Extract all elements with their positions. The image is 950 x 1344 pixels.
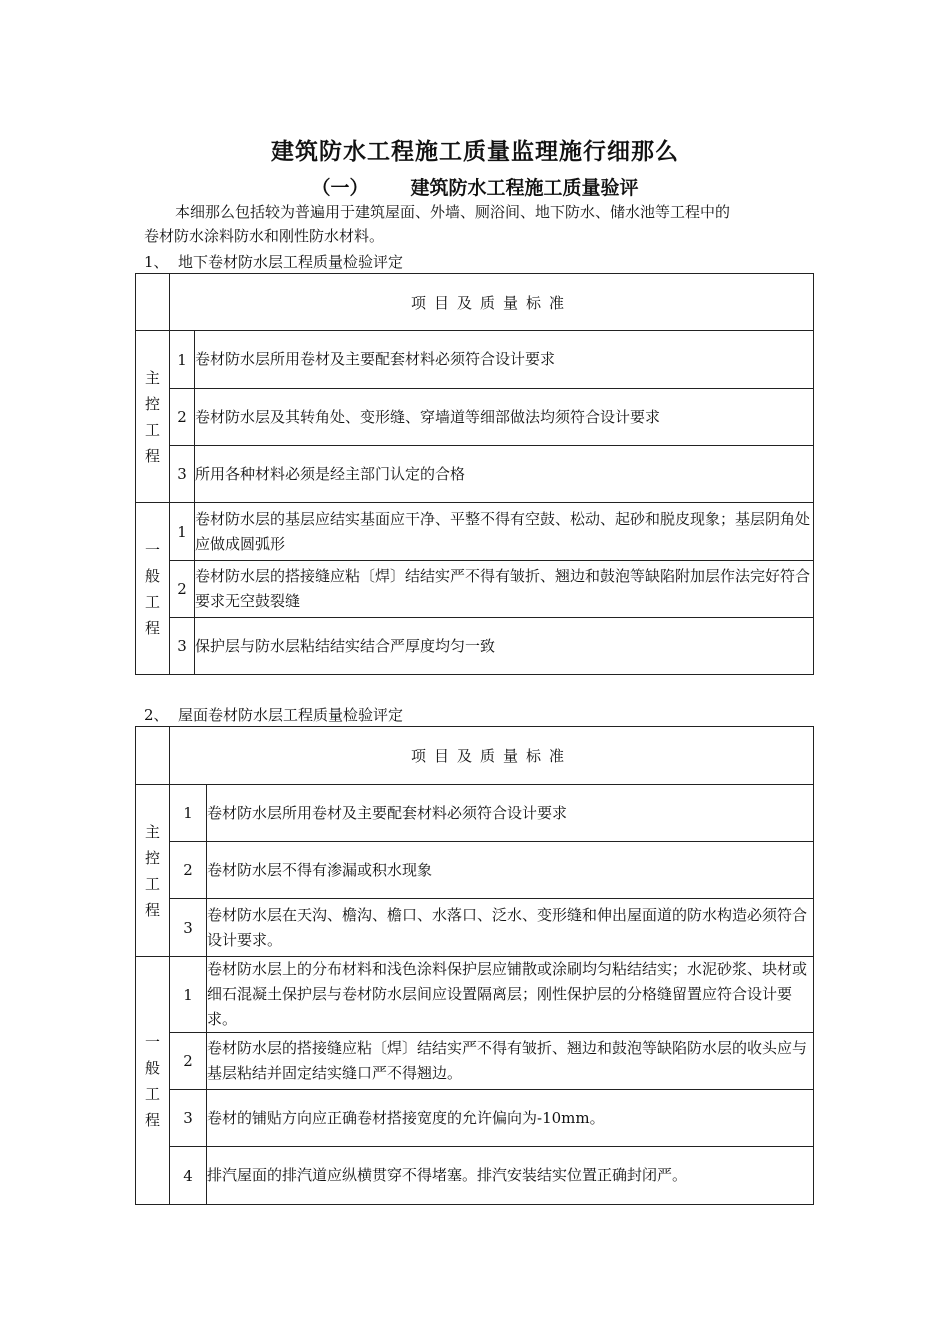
section-2-table xyxy=(135,726,814,1205)
item-text: 卷材防水层及其转角处、变形缝、穿墙道等细部做法均须符合设计要求 xyxy=(195,389,814,446)
subtitle-number: （一） xyxy=(311,177,369,199)
item-number: 2 xyxy=(170,1033,207,1090)
item-number: 4 xyxy=(170,1147,207,1205)
table-row xyxy=(136,618,814,675)
item-number: 2 xyxy=(170,561,195,618)
table-row xyxy=(136,446,814,503)
table-row xyxy=(136,957,814,1033)
item-text: 排汽屋面的排汽道应纵横贯穿不得堵塞。排汽安装结实位置正确封闭严。 xyxy=(207,1147,814,1205)
header-blank-cell xyxy=(136,274,170,331)
main-control-label: 主 控 工 程 xyxy=(136,785,170,957)
item-text: 卷材防水层所用卷材及主要配套材料必须符合设计要求 xyxy=(207,785,814,842)
table-row xyxy=(136,1033,814,1090)
item-number: 2 xyxy=(170,389,195,446)
table-header-row xyxy=(136,727,814,785)
table-row xyxy=(136,899,814,957)
item-number: 3 xyxy=(170,899,207,957)
document-title: 建筑防水工程施工质量监理施行细那么 xyxy=(271,138,679,165)
item-number: 1 xyxy=(170,331,195,389)
table-row xyxy=(136,331,814,389)
table-row xyxy=(136,1147,814,1205)
intro-paragraph xyxy=(144,200,814,248)
item-number: 3 xyxy=(170,1090,207,1147)
item-text: 卷材防水层的基层应结实基面应干净、平整不得有空鼓、松动、起砂和脱皮现象；基层阴角处应做成圆弧形 xyxy=(195,503,814,561)
item-text: 卷材防水层在天沟、檐沟、檐口、水落口、泛水、变形缝和伸出屋面道的防水构造必须符合设计要求。 xyxy=(207,899,814,957)
table-row xyxy=(136,503,814,561)
item-number: 1 xyxy=(170,503,195,561)
item-text: 卷材防水层上的分布材料和浅色涂料保护层应铺散或涂刷均匀粘结结实；水泥砂浆、块材或细石混凝土保护层与卷材防水层间应设置隔离层；刚性保护层的分格缝留置应符合设计要求。 xyxy=(207,957,814,1033)
section-2-index: 2、 xyxy=(144,706,169,724)
table-row xyxy=(136,1090,814,1147)
table-header: 项目及质量标准 xyxy=(170,274,814,331)
subtitle-text: 建筑防水工程施工质量验评 xyxy=(410,177,639,199)
general-item-label: 一 般 工 程 xyxy=(136,503,170,675)
table-row xyxy=(136,389,814,446)
item-text: 卷材防水层的搭接缝应粘〔焊〕结结实严不得有皱折、翘边和鼓泡等缺陷防水层的收头应与基层粘结并固定结实缝口严不得翘边。 xyxy=(207,1033,814,1090)
item-text: 保护层与防水层粘结结实结合严厚度均匀一致 xyxy=(195,618,814,675)
item-number: 3 xyxy=(170,446,195,503)
header-blank-cell xyxy=(136,727,170,785)
intro-line-1: 本细那么包括较为普遍用于建筑屋面、外墙、厕浴间、地下防水、储水池等工程中的 xyxy=(175,203,731,221)
main-control-label: 主 控 工 程 xyxy=(136,331,170,503)
item-text: 卷材防水层的搭接缝应粘〔焊〕结结实严不得有皱折、翘边和鼓泡等缺陷附加层作法完好符合要求无空鼓裂缝 xyxy=(195,561,814,618)
table-header: 项目及质量标准 xyxy=(170,727,814,785)
item-text: 卷材防水层所用卷材及主要配套材料必须符合设计要求 xyxy=(195,331,814,389)
section-2-title: 屋面卷材防水层工程质量检验评定 xyxy=(178,706,404,724)
table-row xyxy=(136,785,814,842)
intro-line-2: 卷材防水涂料防水和刚性防水材料。 xyxy=(144,227,385,245)
section-2-heading xyxy=(144,704,403,725)
item-number: 2 xyxy=(170,842,207,899)
item-text: 卷材的铺贴方向应正确卷材搭接宽度的允许偏向为-10mm。 xyxy=(207,1090,814,1147)
section-1-index: 1、 xyxy=(144,253,169,271)
table-row xyxy=(136,842,814,899)
item-number: 1 xyxy=(170,957,207,1033)
item-number: 1 xyxy=(170,785,207,842)
item-number: 3 xyxy=(170,618,195,675)
section-1-table xyxy=(135,273,814,675)
table-header-row xyxy=(136,274,814,331)
section-1-heading xyxy=(144,251,403,272)
section-subtitle xyxy=(0,173,950,200)
item-text: 卷材防水层不得有渗漏或积水现象 xyxy=(207,842,814,899)
general-item-label: 一 般 工 程 xyxy=(136,957,170,1205)
table-row xyxy=(136,561,814,618)
section-1-title: 地下卷材防水层工程质量检验评定 xyxy=(178,253,404,271)
item-text: 所用各种材料必须是经主部门认定的合格 xyxy=(195,446,814,503)
